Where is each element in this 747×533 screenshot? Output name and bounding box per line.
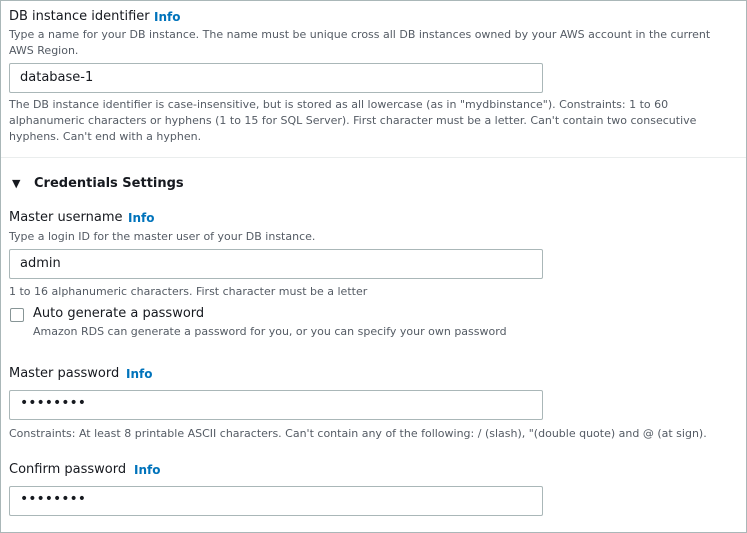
master-password-label: Master password <box>9 366 120 381</box>
db-instance-identifier-description: Type a name for your DB instance. The name must be unique cross all DB instances owned by your AWS account in the current AWS Region. <box>9 28 711 57</box>
db-instance-identifier-label: DB instance identifier <box>9 9 150 24</box>
auto-generate-password-checkbox[interactable] <box>10 308 24 322</box>
master-password-constraints: Constraints: At least 8 printable ASCII characters. Can't contain any of the following: / (slash), "(double quote) and @ (at sign). <box>9 427 707 440</box>
master-username-info-link[interactable]: Info <box>128 211 155 225</box>
master-password-info-link[interactable]: Info <box>126 367 153 381</box>
master-username-description: Type a login ID for the master user of your DB instance. <box>9 230 316 243</box>
master-password-input[interactable] <box>9 390 543 420</box>
db-instance-identifier-value: database-1 <box>20 70 94 85</box>
db-instance-identifier-info-link[interactable]: Info <box>154 10 181 24</box>
confirm-password-masked-value: •••••••• <box>20 491 87 507</box>
db-instance-identifier-constraints: The DB instance identifier is case-insensitive, but is stored as all lowercase (as in "mydbinstance"). Constraints: 1 to 60 alphanumeric characters or hyphens (1 to 15 for SQL Server). First character must be a letter. Can't contain two consecutive hyphens. Can't end with a hyphen. <box>9 98 697 143</box>
master-password-masked-value: •••••••• <box>20 395 87 411</box>
master-username-value: admin <box>20 256 61 271</box>
auto-generate-password-description: Amazon RDS can generate a password for you, or you can specify your own password <box>33 325 507 338</box>
confirm-password-label: Confirm password <box>9 462 127 477</box>
confirm-password-info-link[interactable]: Info <box>134 463 161 477</box>
master-username-hint: 1 to 16 alphanumeric characters. First character must be a letter <box>9 285 368 298</box>
auto-generate-password-label[interactable]: Auto generate a password <box>33 306 205 321</box>
credentials-settings-title[interactable]: Credentials Settings <box>34 176 184 191</box>
master-username-label: Master username <box>9 210 123 225</box>
caret-down-icon[interactable]: ▼ <box>12 177 21 190</box>
confirm-password-input[interactable] <box>9 486 543 516</box>
master-username-input[interactable] <box>9 249 543 279</box>
section-divider <box>1 157 746 158</box>
db-instance-identifier-input[interactable] <box>9 63 543 93</box>
